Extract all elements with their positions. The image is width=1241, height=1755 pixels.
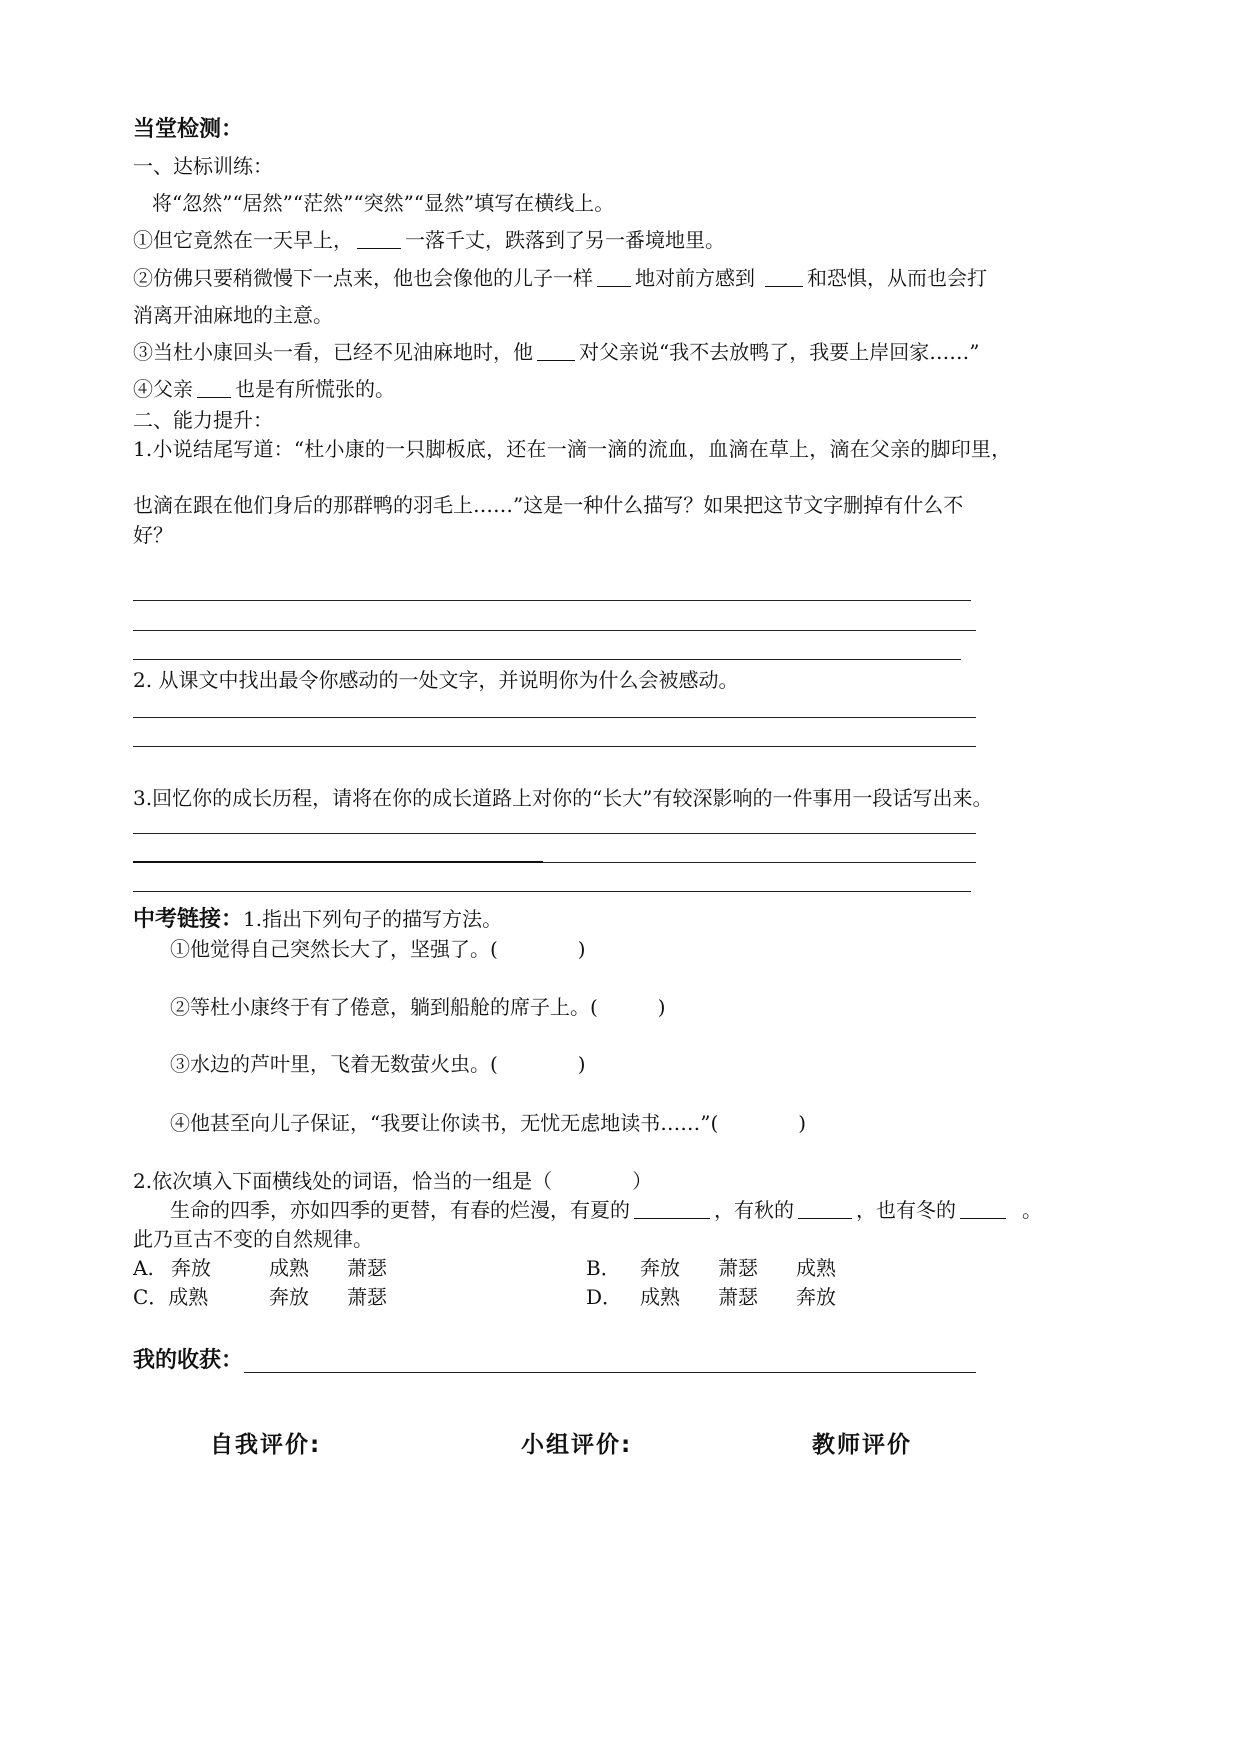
option-a-word-1: 奔放 <box>171 1256 211 1280</box>
question-1-3-part-a: ③当杜小康回头一看，已经不见油麻地时，他 <box>133 340 533 364</box>
q2-text-part-c: ，也有冬的 <box>856 1198 956 1222</box>
answer-line[interactable] <box>133 659 961 660</box>
question-1-1-part-a: ①但它竟然在一天早上， <box>133 228 353 252</box>
fill-blank[interactable] <box>798 1198 852 1219</box>
option-d[interactable] <box>586 1283 836 1311</box>
question-1-2 <box>133 264 987 292</box>
question-2-1-line3: 好？ <box>133 523 173 547</box>
q2-text-part-b: ，有秋的 <box>714 1198 794 1222</box>
option-a-word-2: 成熟 <box>269 1256 309 1280</box>
question-1-2-continued: 消离开油麻地的主意。 <box>133 303 333 327</box>
harvest-label: 我的收获： <box>133 1348 244 1373</box>
option-c-word-2: 奔放 <box>269 1285 309 1309</box>
section3-heading: 中考链接： <box>133 907 244 932</box>
answer-line[interactable] <box>133 717 976 718</box>
option-a-letter: A. <box>133 1256 154 1280</box>
option-c-letter: C．成熟 <box>133 1285 209 1309</box>
answer-line[interactable] <box>133 891 971 892</box>
question-1-2-part-c: 和恐惧，从而也会打 <box>807 266 987 290</box>
page-title: 当堂检测： <box>133 117 244 142</box>
answer-line[interactable] <box>133 600 971 601</box>
section3-question-1: 1.指出下列句子的描写方法。 <box>243 907 503 931</box>
answer-line[interactable] <box>543 862 976 863</box>
harvest-answer-line[interactable] <box>244 1372 976 1373</box>
section3-item-2: ②等杜小康终于有了倦意，躺到船舱的席子上。( ) <box>170 995 666 1019</box>
answer-line[interactable] <box>133 833 976 834</box>
section3-question-2-text-line2: 此乃亘古不变的自然规律。 <box>133 1227 373 1251</box>
option-d-word-1: 成熟 <box>640 1285 680 1309</box>
section3-item-1: ①他觉得自己突然长大了，坚强了。( ) <box>170 937 586 961</box>
fill-blank[interactable] <box>597 266 631 287</box>
section1-instruction: 将“忽然”“居然”“茫然”“突然”“显然”填写在横线上。 <box>152 191 615 215</box>
fill-blank[interactable] <box>634 1198 710 1219</box>
fill-blank[interactable] <box>960 1198 1006 1219</box>
option-b-word-1: 奔放 <box>640 1256 680 1280</box>
group-evaluation-label: 小组评价: <box>521 1432 633 1458</box>
option-b-word-2: 萧瑟 <box>718 1256 758 1280</box>
answer-line[interactable] <box>133 746 976 747</box>
question-2-1-line2: 也滴在跟在他们身后的那群鸭的羽毛上……”这是一种什么描写？如果把这节文字删掉有什么不 <box>133 493 964 517</box>
option-c[interactable] <box>133 1283 387 1311</box>
question-2-1-line1: 1.小说结尾写道：“杜小康的一只脚板底，还在一滴一滴的流血，血滴在草上，滴在父亲的脚印里， <box>133 437 1012 461</box>
answer-line[interactable] <box>133 861 543 863</box>
question-1-2-part-b: 地对前方感到 <box>635 266 755 290</box>
question-1-3-part-b: 对父亲说“我不去放鸭了，我要上岸回家……” <box>579 340 980 364</box>
fill-blank[interactable] <box>357 228 401 249</box>
section3-item-3: ③水边的芦叶里，飞着无数萤火虫。( ) <box>170 1052 586 1076</box>
question-1-4-part-b: 也是有所慌张的。 <box>235 377 395 401</box>
section3-header <box>133 905 502 934</box>
answer-line[interactable] <box>133 630 976 631</box>
option-b-word-3: 成熟 <box>796 1256 836 1280</box>
option-c-word-3: 萧瑟 <box>347 1285 387 1309</box>
teacher-evaluation-label: 教师评价 <box>812 1432 912 1458</box>
q2-text-part-d: 。 <box>1022 1198 1042 1222</box>
question-1-1-part-b: 一落千丈，跌落到了另一番境地里。 <box>405 228 725 252</box>
section3-question-2-text <box>170 1196 1042 1224</box>
q2-text-part-a: 生命的四季，亦如四季的更替，有春的烂漫，有夏的 <box>170 1198 630 1222</box>
question-1-2-part-a: ②仿佛只要稍微慢下一点来，他也会像他的儿子一样 <box>133 266 593 290</box>
question-2-2: 2. 从课文中找出最令你感动的一处文字，并说明你为什么会被感动。 <box>133 668 739 692</box>
option-d-letter: D． <box>586 1285 623 1309</box>
self-evaluation-label: 自我评价: <box>210 1432 322 1458</box>
fill-blank[interactable] <box>765 266 803 287</box>
question-1-4 <box>133 375 395 403</box>
option-d-word-2: 萧瑟 <box>718 1285 758 1309</box>
section1-heading-text: 一、达标训练： <box>133 154 273 178</box>
option-b[interactable] <box>586 1254 836 1282</box>
section1-heading <box>133 152 273 180</box>
question-1-3 <box>133 338 979 366</box>
section2-heading: 二、能力提升： <box>133 408 273 432</box>
question-2-3: 3.回忆你的成长历程，请将在你的成长道路上对你的“长大”有较深影响的一件事用一段话写出来。 <box>133 786 993 810</box>
question-1-4-part-a: ④父亲 <box>133 377 193 401</box>
section3-item-4: ④他甚至向儿子保证，“我要让你读书，无忧无虑地读书……”( ) <box>170 1111 807 1135</box>
question-1-1 <box>133 226 725 254</box>
option-a[interactable] <box>133 1254 387 1282</box>
option-b-letter: B． <box>586 1256 621 1280</box>
section3-question-2: 2.依次填入下面横线处的词语，恰当的一组是（ ） <box>133 1169 653 1193</box>
fill-blank[interactable] <box>537 340 575 361</box>
fill-blank[interactable] <box>197 377 231 398</box>
option-d-word-3: 奔放 <box>796 1285 836 1309</box>
option-a-word-3: 萧瑟 <box>347 1256 387 1280</box>
